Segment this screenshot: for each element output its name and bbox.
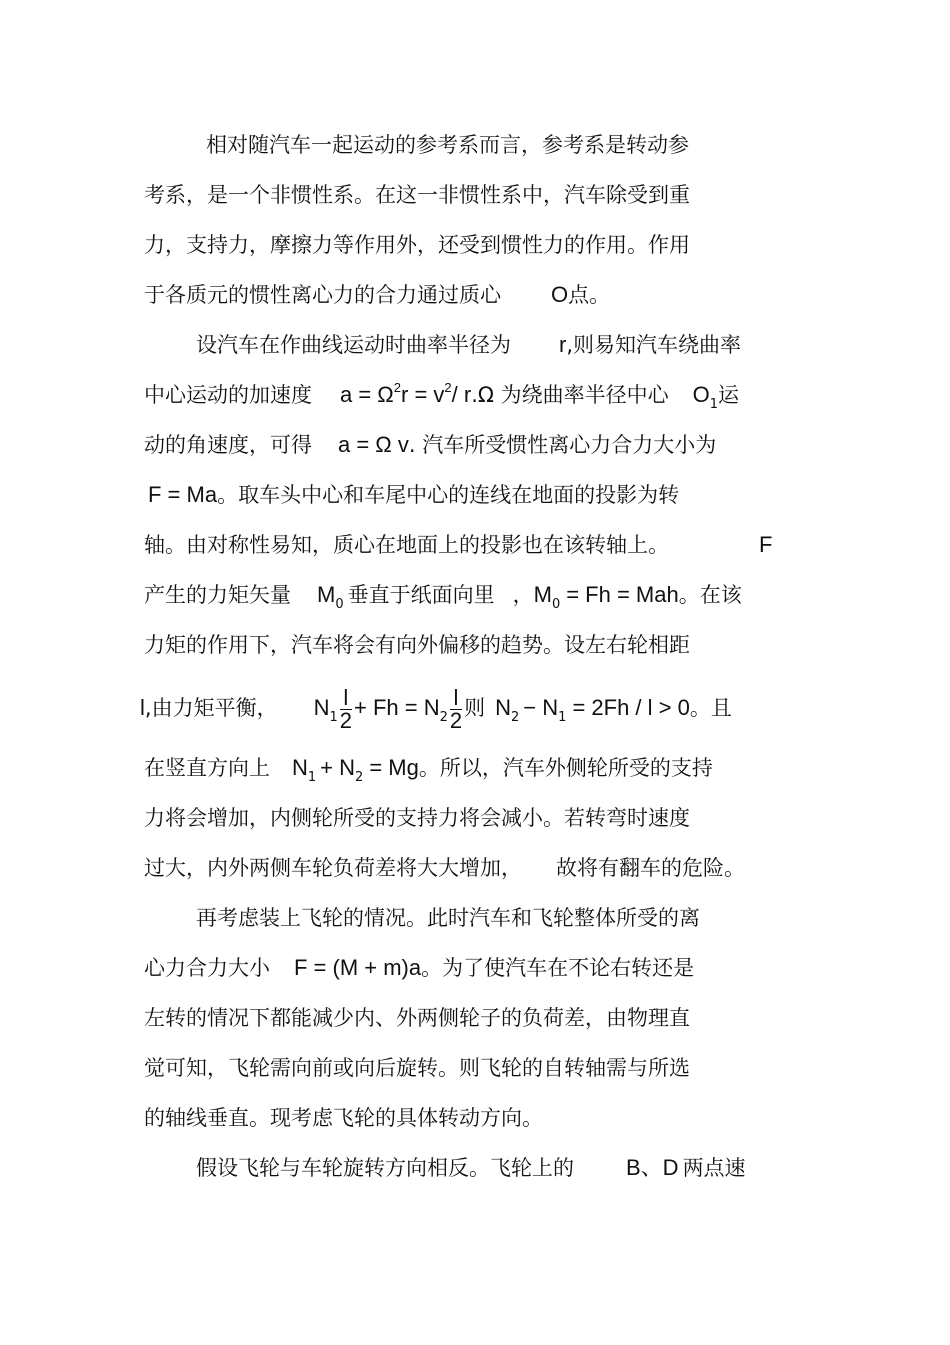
paragraph-line-16: 再考虑装上飞轮的情况。此时汽车和飞轮整体所受的离 [196, 906, 700, 930]
paragraph-line-3: 力，支持力，摩擦力等作用外，还受到惯性力的作用。作用 [144, 233, 690, 257]
paragraph-line-5: 设汽车在作曲线运动时曲率半径为 r,则易知汽车绕曲率 [196, 332, 742, 357]
paragraph-line-6: 中心运动的加速度 $a = \Omega^2r = v^2/$ r.Ω 为绕曲率半径中心 $O_1$运 [144, 380, 740, 412]
formula-acceleration: $a = \Omega^2r = v^2/$ r [340, 380, 472, 407]
formula-force: F = Ma [148, 482, 218, 507]
paragraph-line-19: 觉可知，飞轮需向前或向后旋转。则飞轮的自转轴需与所选 [144, 1056, 690, 1080]
paragraph-line-7: 动的角速度，可得 a = Ω v. 汽车所受惯性离心力合力大小为 [144, 432, 717, 457]
paragraph-line-13: 在竖直方向上 $N_1 + N_2 = Mg$。所以，汽车外侧轮所受的支持 [144, 755, 713, 785]
fraction-l-over-2: $\frac{l}{2}$ [449, 684, 463, 733]
formula-total-force: F = (M + m)a [294, 955, 422, 980]
formula-moment: = Fh = Mah [566, 582, 679, 607]
paragraph-line-15: 过大，内外两侧车轮负荷差将大大增加， 故将有翻车的危险。 [144, 856, 745, 880]
paragraph-line-2: 考系，是一个非惯性系。在这一非惯性系中，汽车除受到重 [144, 183, 690, 207]
paragraph-line-14: 力将会增加，内侧轮所受的支持力将会减小。若转弯时速度 [144, 806, 690, 830]
paragraph-line-8: F = Ma。取车头中心和车尾中心的连线在地面的投影为转 [148, 482, 680, 507]
fraction-l-over-2: $\frac{l}{2}$ [339, 684, 352, 733]
paragraph-line-21: 假设飞轮与车轮旋转方向相反。飞轮上的 B、D 两点速 [196, 1155, 746, 1180]
paragraph-line-11: 力矩的作用下，汽车将会有向外偏移的趋势。设左右轮相距 [144, 633, 690, 657]
paragraph-line-20: 的轴线垂直。现考虑飞轮的具体转动方向。 [144, 1106, 543, 1130]
paragraph-line-9: 轴。由对称性易知，质心在地面上的投影也在该转轴上。 F [144, 532, 773, 557]
paragraph-line-12: l,由力矩平衡， $N_1$ $\frac{l}{2}$ + $Fh = N_2$ $\frac{l}{2}$ 则 $N_2 - N_1 = 2Fh / l > 0$。且 [140, 684, 732, 733]
paragraph-line-1: 相对随汽车一起运动的参考系而言，参考系是转动参 [206, 133, 689, 157]
formula-torque-balance: = 2Fh / l > 0 [572, 695, 690, 720]
paragraph-line-17: 心力合力大小 F = (M + m)a。为了使汽车在不论右转还是 [144, 955, 695, 980]
formula-vertical: = Mg [369, 755, 419, 780]
paragraph-line-10: 产生的力矩矢量 $M_0$ 垂直于纸面向里 ，$M_0 = Fh$ = Mah。在该 [144, 582, 742, 612]
paragraph-line-18: 左转的情况下都能减少内、外两侧轮子的负荷差，由物理直 [144, 1006, 690, 1030]
formula-angular: a = Ω v [338, 432, 409, 457]
paragraph-line-4: 于各质元的惯性离心力的合力通过质心 O点。 [144, 282, 611, 307]
